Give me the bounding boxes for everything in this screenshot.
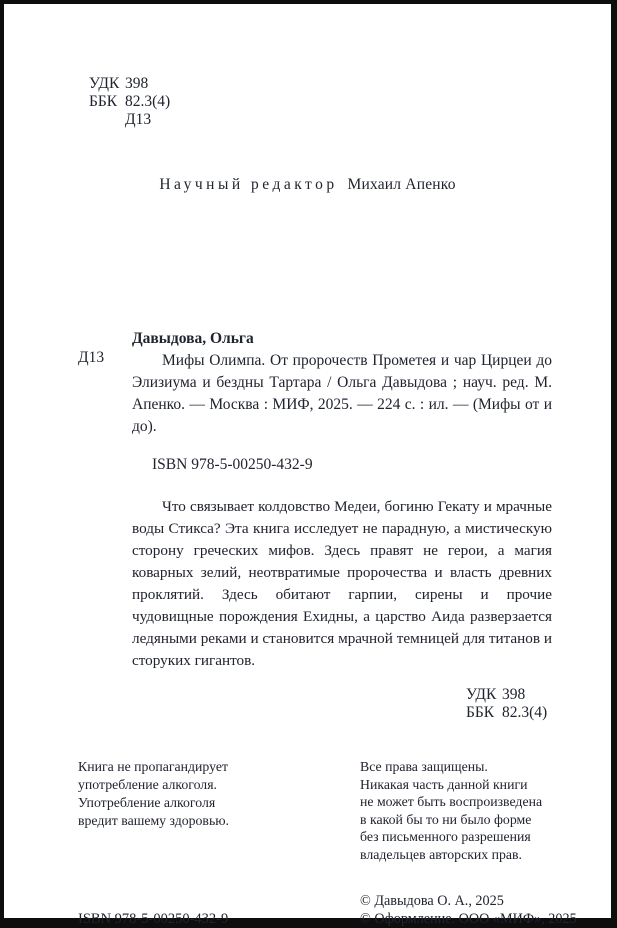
rights-line: Никакая часть данной книги bbox=[360, 776, 528, 792]
udk-label: УДК bbox=[89, 75, 120, 92]
bbk-value: 82.3(4) bbox=[125, 93, 171, 110]
rights-reserved-notice bbox=[360, 758, 590, 863]
udk-value: 398 bbox=[125, 75, 149, 92]
rights-line: в какой бы то ни было форме bbox=[360, 811, 532, 827]
copyright-block bbox=[360, 892, 610, 928]
footer-row bbox=[4, 892, 611, 928]
bbk-row-bottom bbox=[466, 704, 611, 722]
disclaimer-line: Употребление алкоголя bbox=[78, 795, 216, 810]
editor-name: Михаил Апенко bbox=[347, 176, 456, 193]
isbn-footer: ISBN 978-5-00250-432-9 bbox=[78, 911, 229, 927]
disclaimer-line: вредит вашему здоровью. bbox=[78, 813, 229, 828]
bbk-value-bottom: 82.3(4) bbox=[502, 704, 548, 721]
udk-row bbox=[89, 75, 611, 93]
imprint-page bbox=[4, 4, 611, 927]
copyright-publisher: © Оформление. ООО «МИФ», 2025 bbox=[360, 911, 577, 927]
classification-codes-top bbox=[89, 75, 611, 129]
rights-line: владельцев авторских прав. bbox=[360, 846, 522, 862]
biblio-margin-code: Д13 bbox=[78, 349, 105, 366]
isbn-main: ISBN 978-5-00250-432-9 bbox=[152, 456, 313, 473]
annotation-paragraph: Что связывает колдовство Медеи, богиню Гекату и мрачные воды Стикса? Эта книга исследует не парадную, а мистическую сторону греческих мифов. Здесь правят не герои, а магия коварных зелий, неотвратимые пророчества и власть древних проклятий. Здесь обитают гарпии, сирены и прочие чудовищные порождения Ехидны, а царство Аида разверзается ледяными реками и становится мрачной темницей для титанов и сторуких гигантов. bbox=[132, 498, 552, 669]
disclaimer-line: Книга не пропагандирует bbox=[78, 759, 229, 774]
udk-label-bottom: УДК bbox=[466, 686, 497, 703]
disclaimer-line: употребление алкоголя. bbox=[78, 777, 217, 792]
bbk-label-bottom: ББК bbox=[466, 704, 495, 721]
rights-line: без письменного разрешения bbox=[360, 829, 531, 844]
author-sign-row bbox=[89, 111, 611, 129]
bbk-row bbox=[89, 93, 611, 111]
rights-line: Все права защищены. bbox=[360, 759, 488, 774]
classification-codes-bottom bbox=[466, 686, 611, 722]
rights-line: не может быть воспроизведена bbox=[360, 794, 543, 809]
disclaimer-row bbox=[4, 758, 611, 863]
bbk-label: ББК bbox=[89, 93, 118, 110]
biblio-description: Мифы Олимпа. От пророчеств Прометея и чар Цирцеи до Элизиума и бездны Тартара / Ольга Давыдова ; науч. ред. М. Апенко. — Москва : МИФ, 2025. — 224 с. : ил. — (Мифы от и до). bbox=[132, 352, 552, 435]
science-editor-line bbox=[4, 176, 611, 194]
alcohol-disclaimer bbox=[78, 758, 318, 863]
bibliographic-record bbox=[4, 328, 611, 474]
udk-value-bottom: 398 bbox=[502, 686, 526, 703]
copyright-author: © Давыдова О. А., 2025 bbox=[360, 893, 504, 909]
author-sign-value: Д13 bbox=[125, 111, 152, 128]
udk-row-bottom bbox=[466, 686, 611, 704]
editor-role: Научный редактор bbox=[159, 176, 338, 193]
biblio-author: Давыдова, Ольга bbox=[132, 330, 254, 347]
